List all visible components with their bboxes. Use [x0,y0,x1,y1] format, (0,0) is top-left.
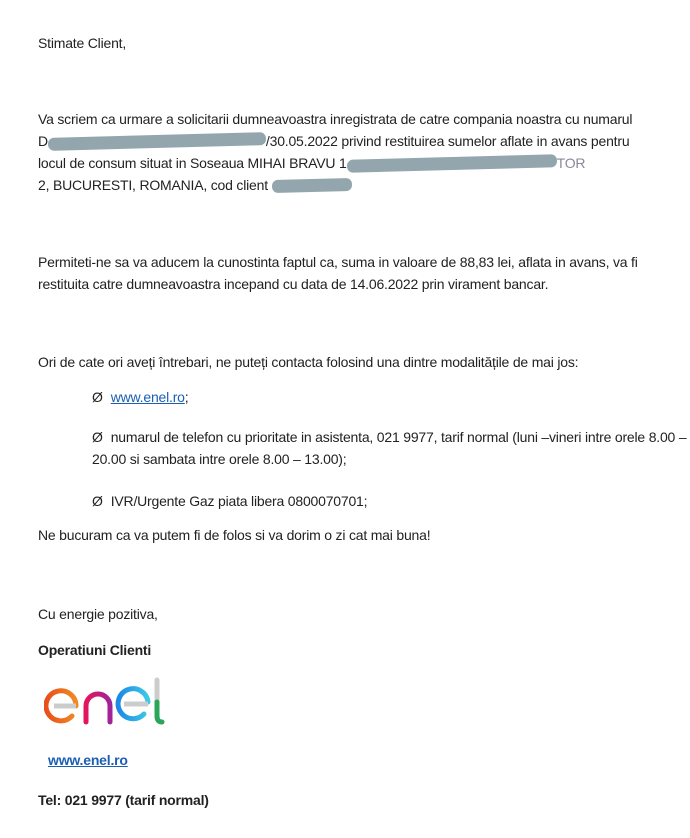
bullet-icon: Ø [92,493,103,509]
enel-logo [44,672,194,732]
redaction [346,154,556,172]
bullet-phone [92,426,688,470]
greeting: Stimate Client, [38,35,127,51]
redaction [48,132,266,151]
signature [38,639,688,661]
footer-link-wrap [48,749,690,771]
footer-enel-link[interactable]: www.enel.ro [48,752,128,768]
text: 2, BUCURESTI, ROMANIA, cod client [38,177,268,193]
footer-tel: Tel: 021 9977 (tarif normal) [38,792,209,808]
text: TOR [556,155,586,171]
text: ; [184,389,189,405]
enel-link[interactable]: www.enel.ro [110,389,185,405]
bullet-ivr [92,490,688,512]
closing: Cu energie pozitiva, [38,606,158,622]
paragraph-wishes: Ne bucuram ca va putem fi de folos si va dorim o zi cat mai buna! [38,527,431,543]
paragraph-contact: Ori de cate ori aveți întrebari, ne puteți contacta folosind una dintre modalitățile de mai jos: [38,354,579,370]
bullet-icon: Ø [92,429,103,445]
bullet-icon: Ø [92,389,103,405]
text: numarul de telefon cu prioritate in asistenta, 021 9977, tarif normal (luni –vineri intre orele 8.00 – 20.00 si sambata intre orele 8.00 – 13.00); [92,429,687,467]
text-line: Va scriem ca urmare a solicitarii dumneavoastra inregistrata de catre compania noastra cu numarul [38,111,633,127]
bullet-web [92,386,688,408]
paragraph-request [38,108,688,196]
text: D [38,133,48,149]
text: locul de consum situat in Soseaua MIHAI BRAVU 1 [38,155,347,171]
text: IVR/Urgente Gaz piata libera 0800070701; [110,493,368,509]
signature-text: Operatiuni Clienti [38,642,152,658]
redaction [271,178,351,193]
paragraph-refund: Permiteti-ne sa va aducem la cunostinta faptul ca, suma in valoare de 88,83 lei, aflata in avans, va fi restituita catre dumneavoastra incepand cu data de 14.06.2022 prin virament bancar. [38,254,638,292]
text: /30.05.2022 privind restituirea sumelor aflate in avans pentru [265,133,630,149]
